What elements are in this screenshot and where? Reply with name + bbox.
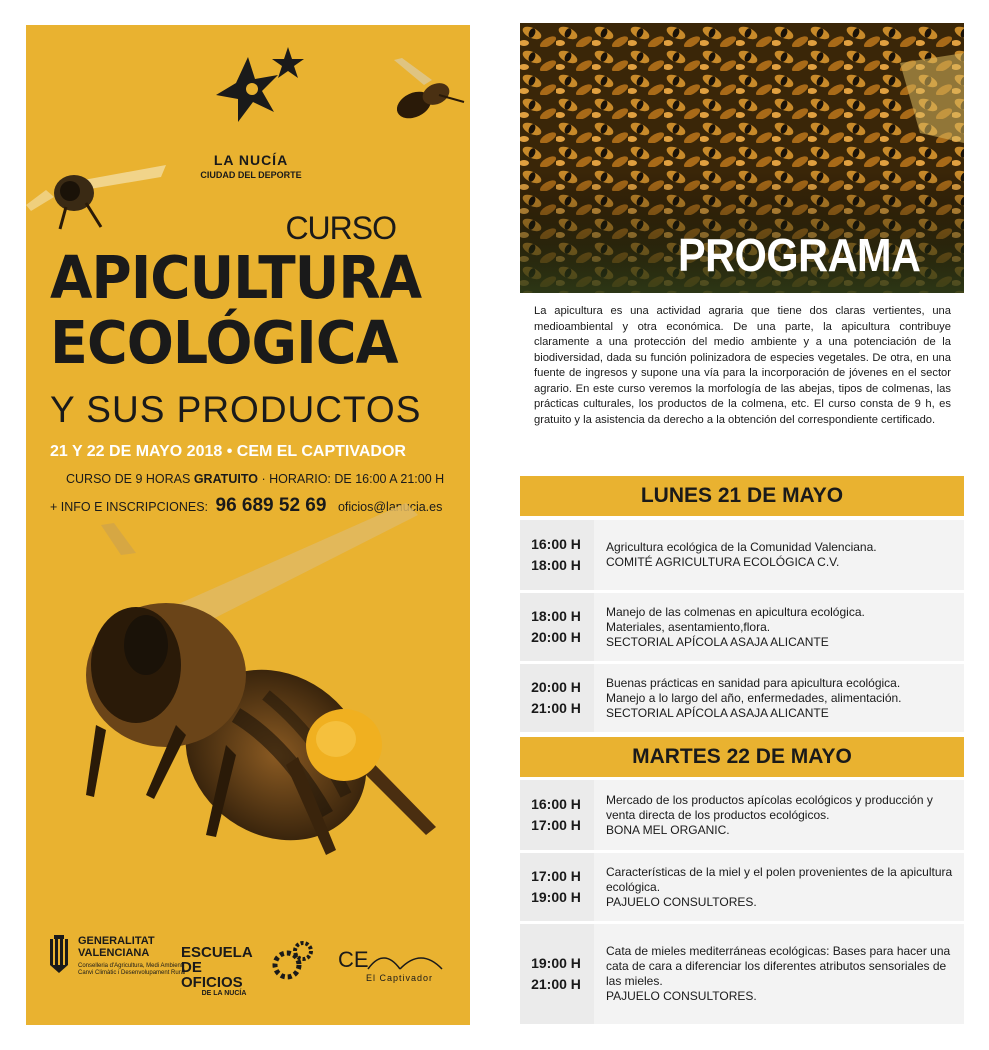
brand-name: LA NUCÍA [213, 152, 289, 168]
gears-icon [271, 939, 315, 983]
session-line: BONA MEL ORGANIC. [606, 822, 730, 837]
session-start: 20:00 H [531, 679, 581, 695]
day-header-tuesday: MARTES 22 DE MAYO [520, 737, 964, 777]
programa-intro: La apicultura es una actividad agraria que tiene dos claras vertientes, una medioambiental y otra económica. De una parte, la apicultura contribuye claramente a una protección del medio ambiente y a una potenciación de la biodiversidad, dada su función polinizadora de especies vegetales. De otra, en una fuente de ingresos y supone una vía para la incorporación de jóvenes en el sector agrario. En este curso veremos la morfología de las abejas, tipos de colmenas, las prácticas culturales, los productos de la colmena, etc. El curso consta de 9 h, es gratuito y la asistencia da derecho a la obtención del correspondiente certificado. [534, 305, 951, 426]
session-end: 21:00 H [531, 976, 581, 992]
session-start: 19:00 H [531, 955, 581, 971]
session-times [520, 924, 592, 1024]
la-nucia-logo [196, 47, 326, 187]
bee-close-up-image [26, 495, 470, 915]
session-line: las mieles. [606, 974, 663, 988]
sponsors-bar [26, 925, 470, 1015]
email-link[interactable]: oficios@lanucia.es [337, 500, 443, 514]
star-logo-icon [208, 47, 308, 137]
session-times [520, 664, 592, 732]
escuela-oficios-sub: DE LA NUCÍA [201, 990, 247, 997]
schedule-row [520, 593, 964, 661]
session-line: venta directa de los productos ecológicos. [606, 807, 830, 822]
escuela-oficios-name: ESCUELA DE OFICIOS [181, 944, 253, 991]
session-line: SECTORIAL APÍCOLA ASAJA ALICANTE [606, 705, 829, 720]
title-line-3: Y SUS PRODUCTOS [50, 389, 422, 430]
brand-subtitle: CIUDAD DEL DEPORTE [200, 170, 302, 180]
session-description [594, 924, 964, 1024]
info-prefix: CURSO DE 9 HORAS [66, 472, 191, 486]
day-header-monday: LUNES 21 DE MAYO [520, 476, 964, 516]
course-poster [26, 25, 470, 1025]
info-free: GRATUITO [193, 472, 258, 486]
cem-logo-text: CE [338, 947, 369, 972]
session-times [520, 853, 592, 921]
session-start: 16:00 H [531, 536, 581, 552]
schedule-row [520, 780, 964, 850]
session-description [594, 853, 964, 921]
coat-of-arms-icon [48, 935, 70, 975]
programa-title: PROGRAMA [678, 229, 921, 281]
session-end: 20:00 H [531, 629, 581, 645]
info-suffix: · HORARIO: DE 16:00 A 21:00 H [261, 472, 445, 486]
contact-label: + INFO E INSCRIPCIONES: [50, 500, 209, 514]
schedule-row [520, 664, 964, 732]
session-end: 19:00 H [531, 889, 581, 905]
generalitat-name: GENERALITAT VALENCIANA [78, 935, 155, 959]
session-description [594, 593, 964, 661]
title-line-2: ECOLÓGICA [50, 308, 398, 377]
phone-number[interactable]: 96 689 52 69 [215, 495, 327, 516]
session-line: cata de cara a diferenciar los diferentes atributos sensoriales de [606, 959, 947, 973]
session-description [594, 520, 964, 590]
session-start: 18:00 H [531, 608, 581, 624]
session-line: ecológica. [606, 879, 661, 894]
session-end: 21:00 H [531, 700, 581, 716]
session-start: 16:00 H [531, 796, 581, 812]
session-description [594, 780, 964, 850]
session-line: PAJUELO CONSULTORES. [606, 894, 757, 909]
session-end: 17:00 H [531, 817, 581, 833]
session-end: 18:00 H [531, 557, 581, 573]
course-dates: 21 Y 22 DE MAYO 2018 • CEM EL CAPTIVADOR [50, 443, 406, 460]
flying-bee-image [384, 50, 470, 125]
cem-subtitle: El Captivador [366, 973, 434, 983]
schedule-row [520, 520, 964, 590]
session-description [594, 664, 964, 732]
generalitat-department: Conselleria d'Agricultura, Medi Ambient, Canvi Climàtic i Desenvolupament Rural [78, 963, 186, 976]
session-line: Manejo de las colmenas en apicultura ecológica. [606, 604, 865, 619]
cem-arches-icon [366, 947, 446, 971]
session-line: COMITÉ AGRICULTURA ECOLÓGICA C.V. [606, 555, 840, 569]
schedule-row [520, 924, 964, 1024]
session-line: SECTORIAL APÍCOLA ASAJA ALICANTE [606, 634, 829, 649]
course-kicker: CURSO [285, 210, 396, 246]
session-times [520, 780, 592, 850]
session-line: Materiales, asentamiento,flora. [606, 619, 771, 634]
escuela-oficios-logo [181, 945, 267, 998]
session-times [520, 593, 592, 661]
session-line: Mercado de los productos apícolas ecológicos y producción y [606, 792, 933, 807]
session-line: Cata de mieles mediterráneas ecológicas: Bases para hacer una [606, 944, 951, 958]
schedule-row [520, 853, 964, 921]
session-line: Características de la miel y el polen provenientes de la apicultura [606, 864, 953, 879]
session-start: 17:00 H [531, 868, 581, 884]
session-times [520, 520, 592, 590]
session-line: Buenas prácticas en sanidad para apicultura ecológica. [606, 675, 901, 690]
course-info [66, 472, 444, 486]
title-line-1: APICULTURA [50, 243, 422, 312]
session-line: Manejo a lo largo del año, enfermedades, alimentación. [606, 690, 902, 705]
session-line: PAJUELO CONSULTORES. [606, 989, 757, 1003]
session-line: Agricultura ecológica de la Comunidad Valenciana. [606, 540, 877, 554]
